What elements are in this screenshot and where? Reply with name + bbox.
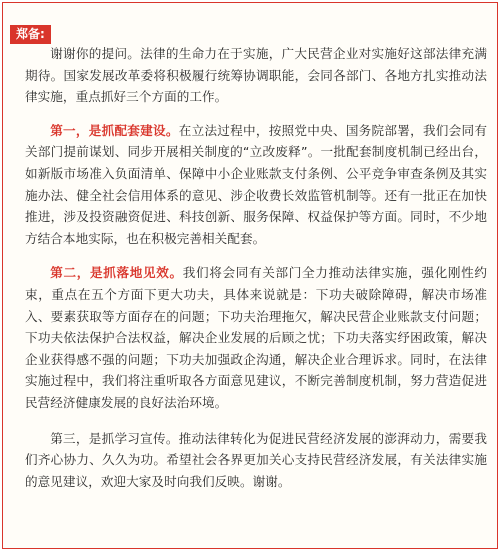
paragraph-third-point: [25, 428, 487, 493]
quote-frame: [2, 2, 498, 549]
paragraph-intro: [25, 43, 487, 108]
paragraph-text: 第三，是抓学习宣传。推动法律转化为促进民营经济发展的澎湃动力，需要我们齐心协力、久久为功。希望社会各界更加关心支持民营经济发展，有关法律实施的意见建议，欢迎大家及时向我们反映。谢谢。: [25, 430, 487, 489]
emphasis-lead: 第一，是抓配套建设。: [50, 122, 179, 138]
paragraph-second-point: [25, 262, 487, 413]
speaker-label: 郑备:: [10, 25, 51, 44]
paragraph-text: 在立法过程中，按照党中央、国务院部署，我们会同有关部门提前谋划、同步开展相关制度的“立改废释”。一批配套制度机制已经出台，如新版市场准入负面清单、保障中小企业账款支付条例、公平竞争审查条例及其实施办法、健全社会信用体系的意见、涉企收费长效监管机制等。还有一批正在加快推进，涉及投资融资促进、科技创新、服务保障、权益保护等方面。同时，不少地方结合本地实际，也在积极完善相关配套。: [25, 122, 488, 246]
article-body: [25, 43, 487, 504]
emphasis-lead: 第二，是抓落地见效。: [50, 265, 183, 281]
paragraph-first-point: [25, 120, 487, 250]
paragraph-text: 我们将会同有关部门全力推动法律实施，强化刚性约束，重点在五个方面下更大功夫，具体来说就是：下功夫破除障碍，解决市场准入、要素获取等方面存在的问题；下功夫治理拖欠，解决民营企业账款支付问题；下功夫依法保护合法权益，解决企业发展的后顾之忧；下功夫落实纾困政策，解决企业获得感不强的问题；下功夫加强政企沟通，解决企业合理诉求。同时，在法律实施过程中，我们将注重听取各方面意见建议，不断完善制度机制，努力营造促进民营经济健康发展的良好法治环境。: [25, 265, 488, 410]
paragraph-text: 谢谢你的提问。法律的生命力在于实施，广大民营企业对实施好这部法律充满期待。国家发展改革委将积极履行统筹协调职能，会同各部门、各地方扎实推动法律实施，重点抓好三个方面的工作。: [25, 46, 487, 105]
